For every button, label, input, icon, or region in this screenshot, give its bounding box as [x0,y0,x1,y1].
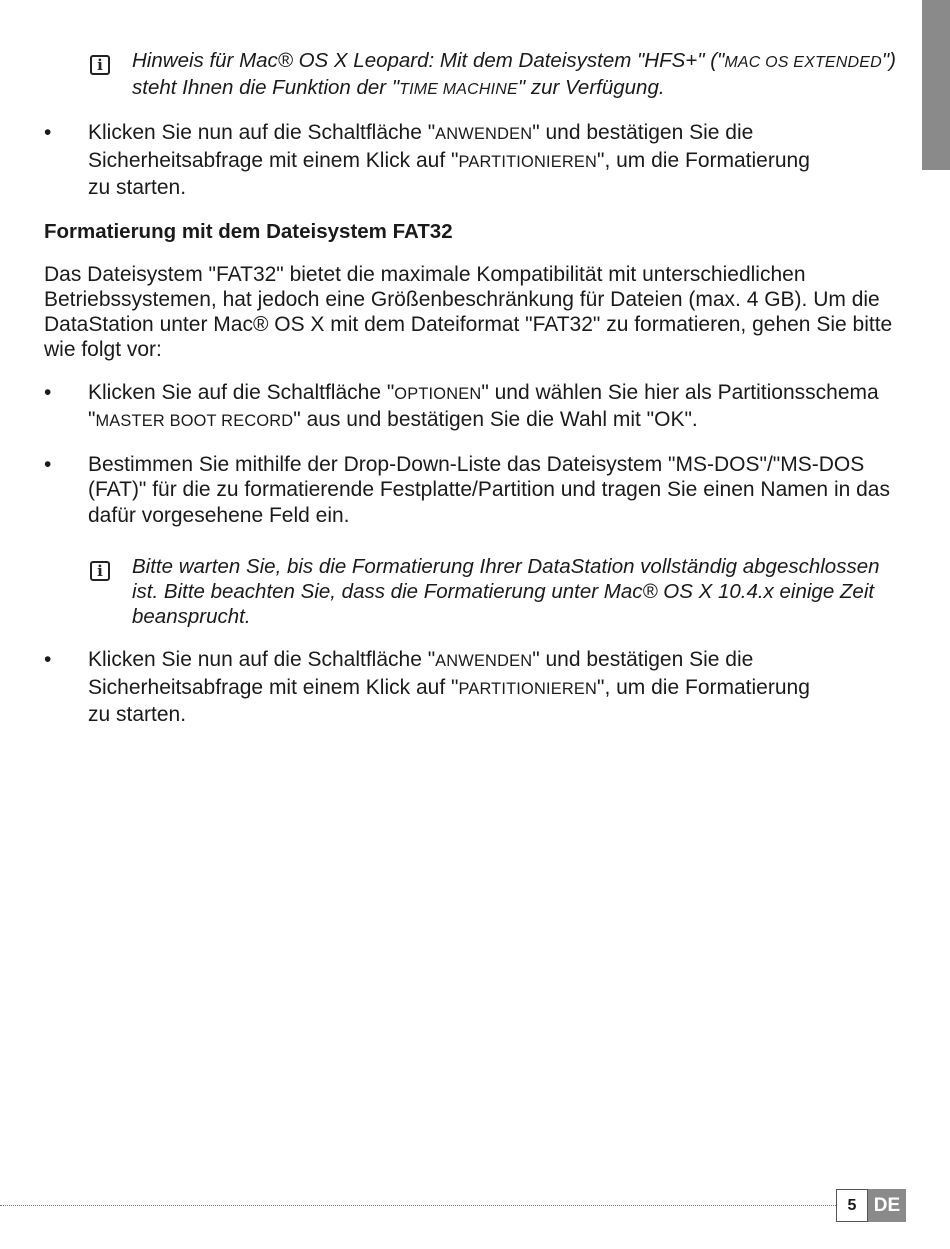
list-item-options [44,380,904,435]
page-number: 5 [836,1189,868,1222]
footer-divider [0,1205,836,1206]
info-icon: i [90,55,110,75]
bullet-symbol: • [44,648,52,671]
bullet-symbol: • [44,452,52,476]
list-item-dropdown [44,452,904,529]
list-item-apply-hfs [44,120,904,201]
list-item-text: Klicken Sie nun auf die Schaltfläche "ANWENDEN" und bestätigen Sie die Sicherheitsabfrage mit einem Klick auf "PARTITIONIEREN", um die Formatierung zu starten. [88,648,810,726]
bullet-symbol: • [44,121,52,144]
bullet-symbol: • [44,380,52,404]
intro-paragraph: Das Dateisystem "FAT32" bietet die maximale Kompatibilität mit unterschiedlichen Betriebssystemen, hat jedoch eine Größenbeschränkung für Dateien (max. 4 GB). Um die DataStation unter Mac® OS X mit dem Dateiformat "FAT32" zu formatieren, gehen Sie bitte wie folgt vor: [44,262,893,361]
info-note-leopard [44,48,904,102]
info-icon: i [90,561,110,581]
list-item-text: Bestimmen Sie mithilfe der Drop-Down-Liste das Dateisystem "MS-DOS"/"MS-DOS (FAT)" für die zu formatierende Festplatte/Partition und tragen Sie einen Namen in das dafür vorgesehene Feld ein. [88,452,890,527]
section-heading: Formatierung mit dem Dateisystem FAT32 [44,219,453,243]
language-badge: DE [868,1189,906,1222]
info-note-wait [44,554,904,629]
list-item-text: Klicken Sie auf die Schaltfläche "OPTIONEN" und wählen Sie hier als Partitionsschema "MASTER BOOT RECORD" aus und bestätigen Sie die Wahl mit "OK". [88,380,879,431]
list-item-text: Klicken Sie nun auf die Schaltfläche "ANWENDEN" und bestätigen Sie die Sicherheitsabfrage mit einem Klick auf "PARTITIONIEREN", um die Formatierung zu starten. [88,121,810,199]
list-item-apply-fat32 [44,647,904,728]
note-text: Bitte warten Sie, bis die Formatierung Ihrer DataStation vollständig abgeschlossen ist. Bitte beachten Sie, dass die Formatierung unter Mac® OS X 10.4.x einige Zeit beansprucht. [132,555,880,628]
page-content [44,40,904,728]
chapter-tab [922,0,950,170]
note-text: Hinweis für Mac® OS X Leopard: Mit dem Dateisystem "HFS+" ("MAC OS EXTENDED") steht Ihnen die Funktion der "TIME MACHINE" zur Verfügung. [132,49,896,99]
